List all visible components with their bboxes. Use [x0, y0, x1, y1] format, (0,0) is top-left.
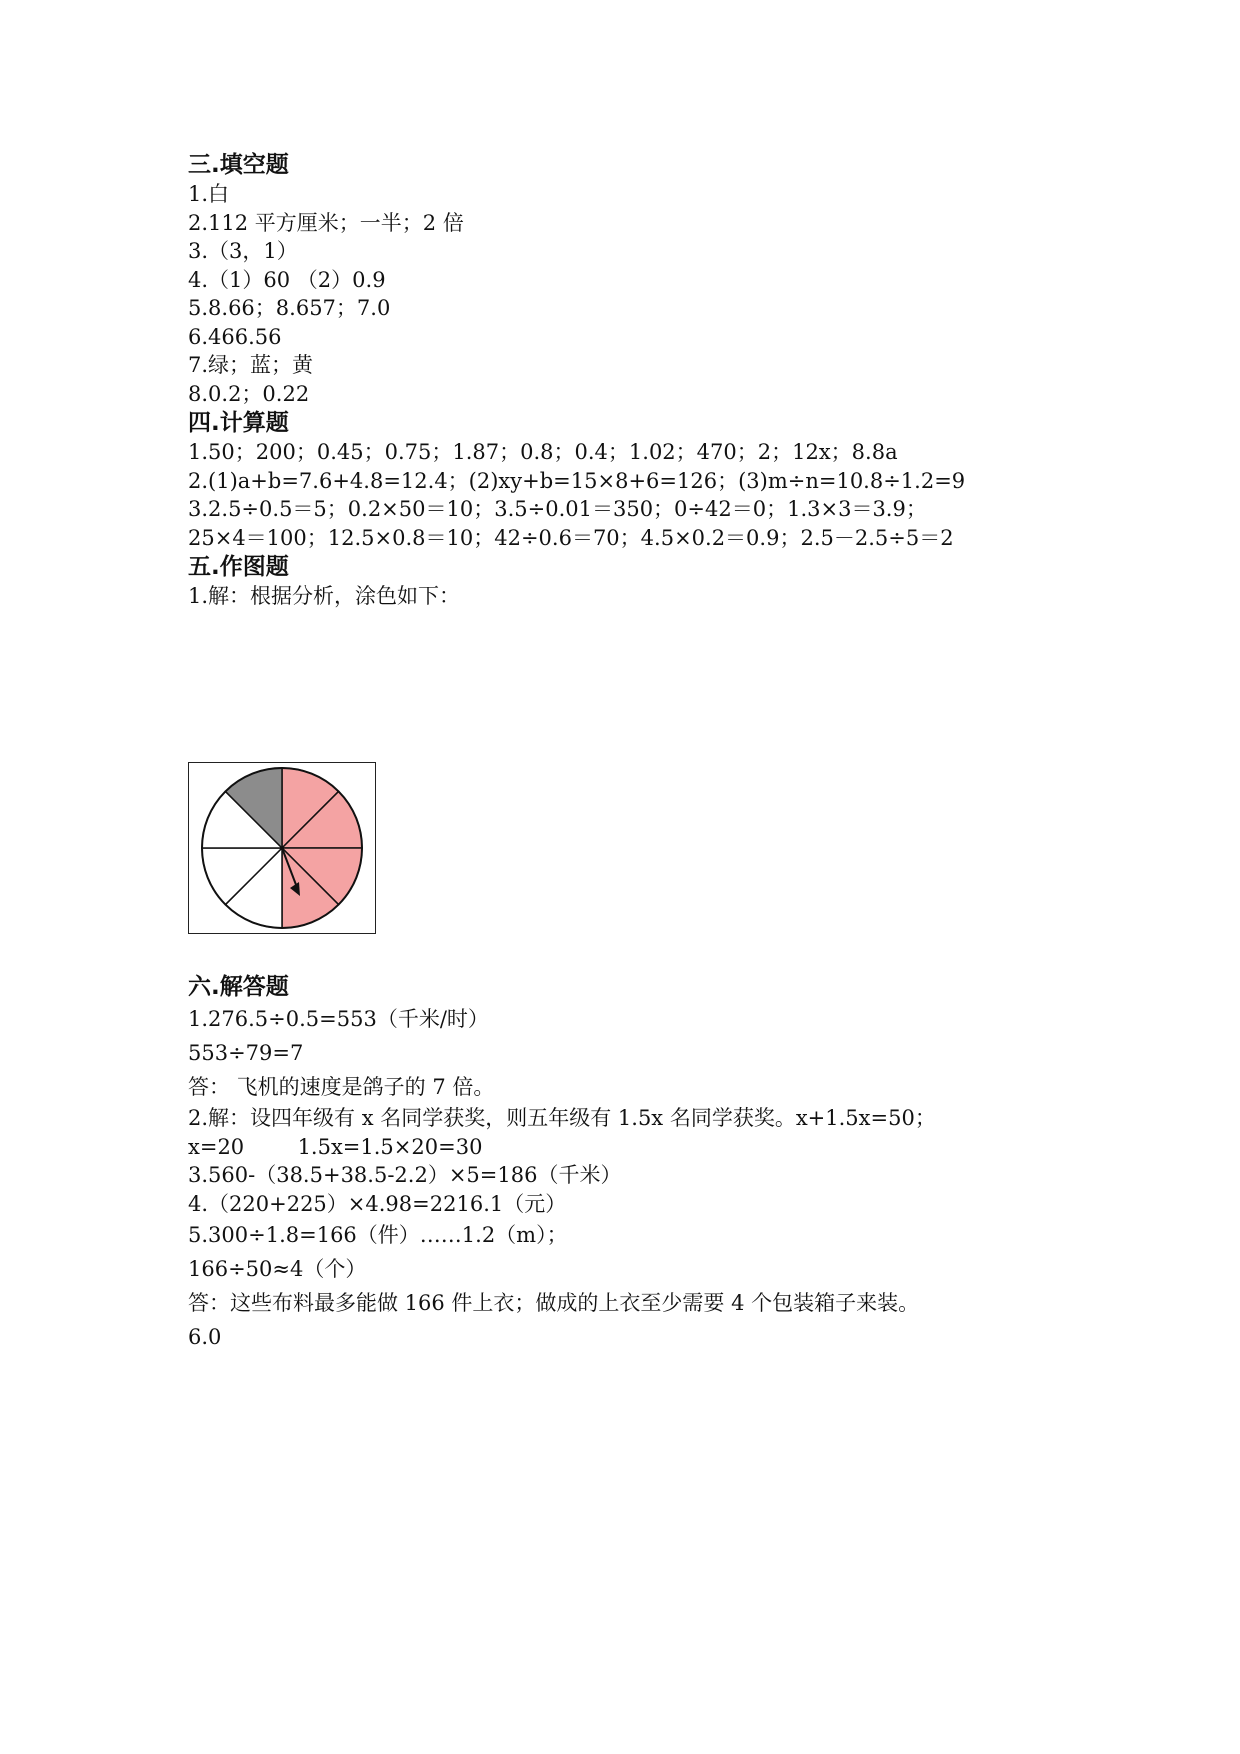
spinner-circle-graphic — [189, 763, 375, 933]
section-title-answers: 六.解答题 — [188, 974, 289, 1000]
answer-line: 答：这些布料最多能做 166 件上衣；做成的上衣至少需要 4 个包装箱子来装。 — [188, 1291, 920, 1315]
answer-line: x=20 1.5x=1.5×20=30 — [188, 1134, 483, 1159]
answer-line: 25×4＝100；12.5×0.8＝10；42÷0.6＝70；4.5×0.2＝0.9；2.5－2.5÷5＝2 — [188, 525, 954, 550]
answer-line: 5.8.66；8.657；7.0 — [188, 296, 391, 320]
upper-content — [188, 150, 1088, 611]
section-title-fill-blank: 三.填空题 — [188, 152, 289, 178]
answer-line: 1.白 — [188, 182, 230, 206]
answer-line: 7.绿；蓝；黄 — [188, 353, 314, 377]
answer-line: 1.276.5÷0.5=553（千米/时） — [188, 1007, 489, 1031]
answer-line: 答： 飞机的速度是鸽子的 7 倍。 — [188, 1075, 495, 1099]
answer-line: 3.560-（38.5+38.5-2.2）×5=186（千米） — [188, 1163, 622, 1187]
answer-line: 6.466.56 — [188, 324, 282, 349]
section-title-drawing: 五.作图题 — [188, 554, 289, 580]
lower-content — [188, 972, 1088, 1354]
answer-line: 1.50；200；0.45；0.75；1.87；0.8；0.4；1.02；470；2；12x；8.8a — [188, 440, 898, 464]
answer-line: 6.0 — [188, 1325, 222, 1349]
answer-line: 1.解：根据分析，涂色如下： — [188, 584, 461, 608]
answer-line: 2.112 平方厘米；一半；2 倍 — [188, 210, 464, 235]
answer-line: 5.300÷1.8=166（件）……1.2（m）； — [188, 1223, 568, 1247]
answer-line: 553÷79=7 — [188, 1041, 304, 1065]
spinner-figure — [188, 762, 376, 934]
answer-line: 2.解：设四年级有 x 名同学获奖，则五年级有 1.5x 名同学获奖。x+1.5x=50； — [188, 1106, 936, 1130]
answer-line: 3.（3，1） — [188, 239, 298, 263]
answer-line: 4.（220+225）×4.98=2216.1（元） — [188, 1191, 567, 1216]
answer-line: 2.(1)a+b=7.6+4.8=12.4；(2)xy+b=15×8+6=126；(3)m÷n=10.8÷1.2=9 — [188, 468, 966, 493]
section-title-calculation: 四.计算题 — [188, 410, 289, 436]
answer-line: 8.0.2；0.22 — [188, 381, 310, 406]
answer-line: 4.（1）60 （2）0.9 — [188, 267, 386, 292]
answer-line: 3.2.5÷0.5＝5；0.2×50＝10；3.5÷0.01＝350；0÷42＝0；1.3×3＝3.9； — [188, 497, 927, 521]
answer-line: 166÷50≈4（个） — [188, 1257, 367, 1281]
